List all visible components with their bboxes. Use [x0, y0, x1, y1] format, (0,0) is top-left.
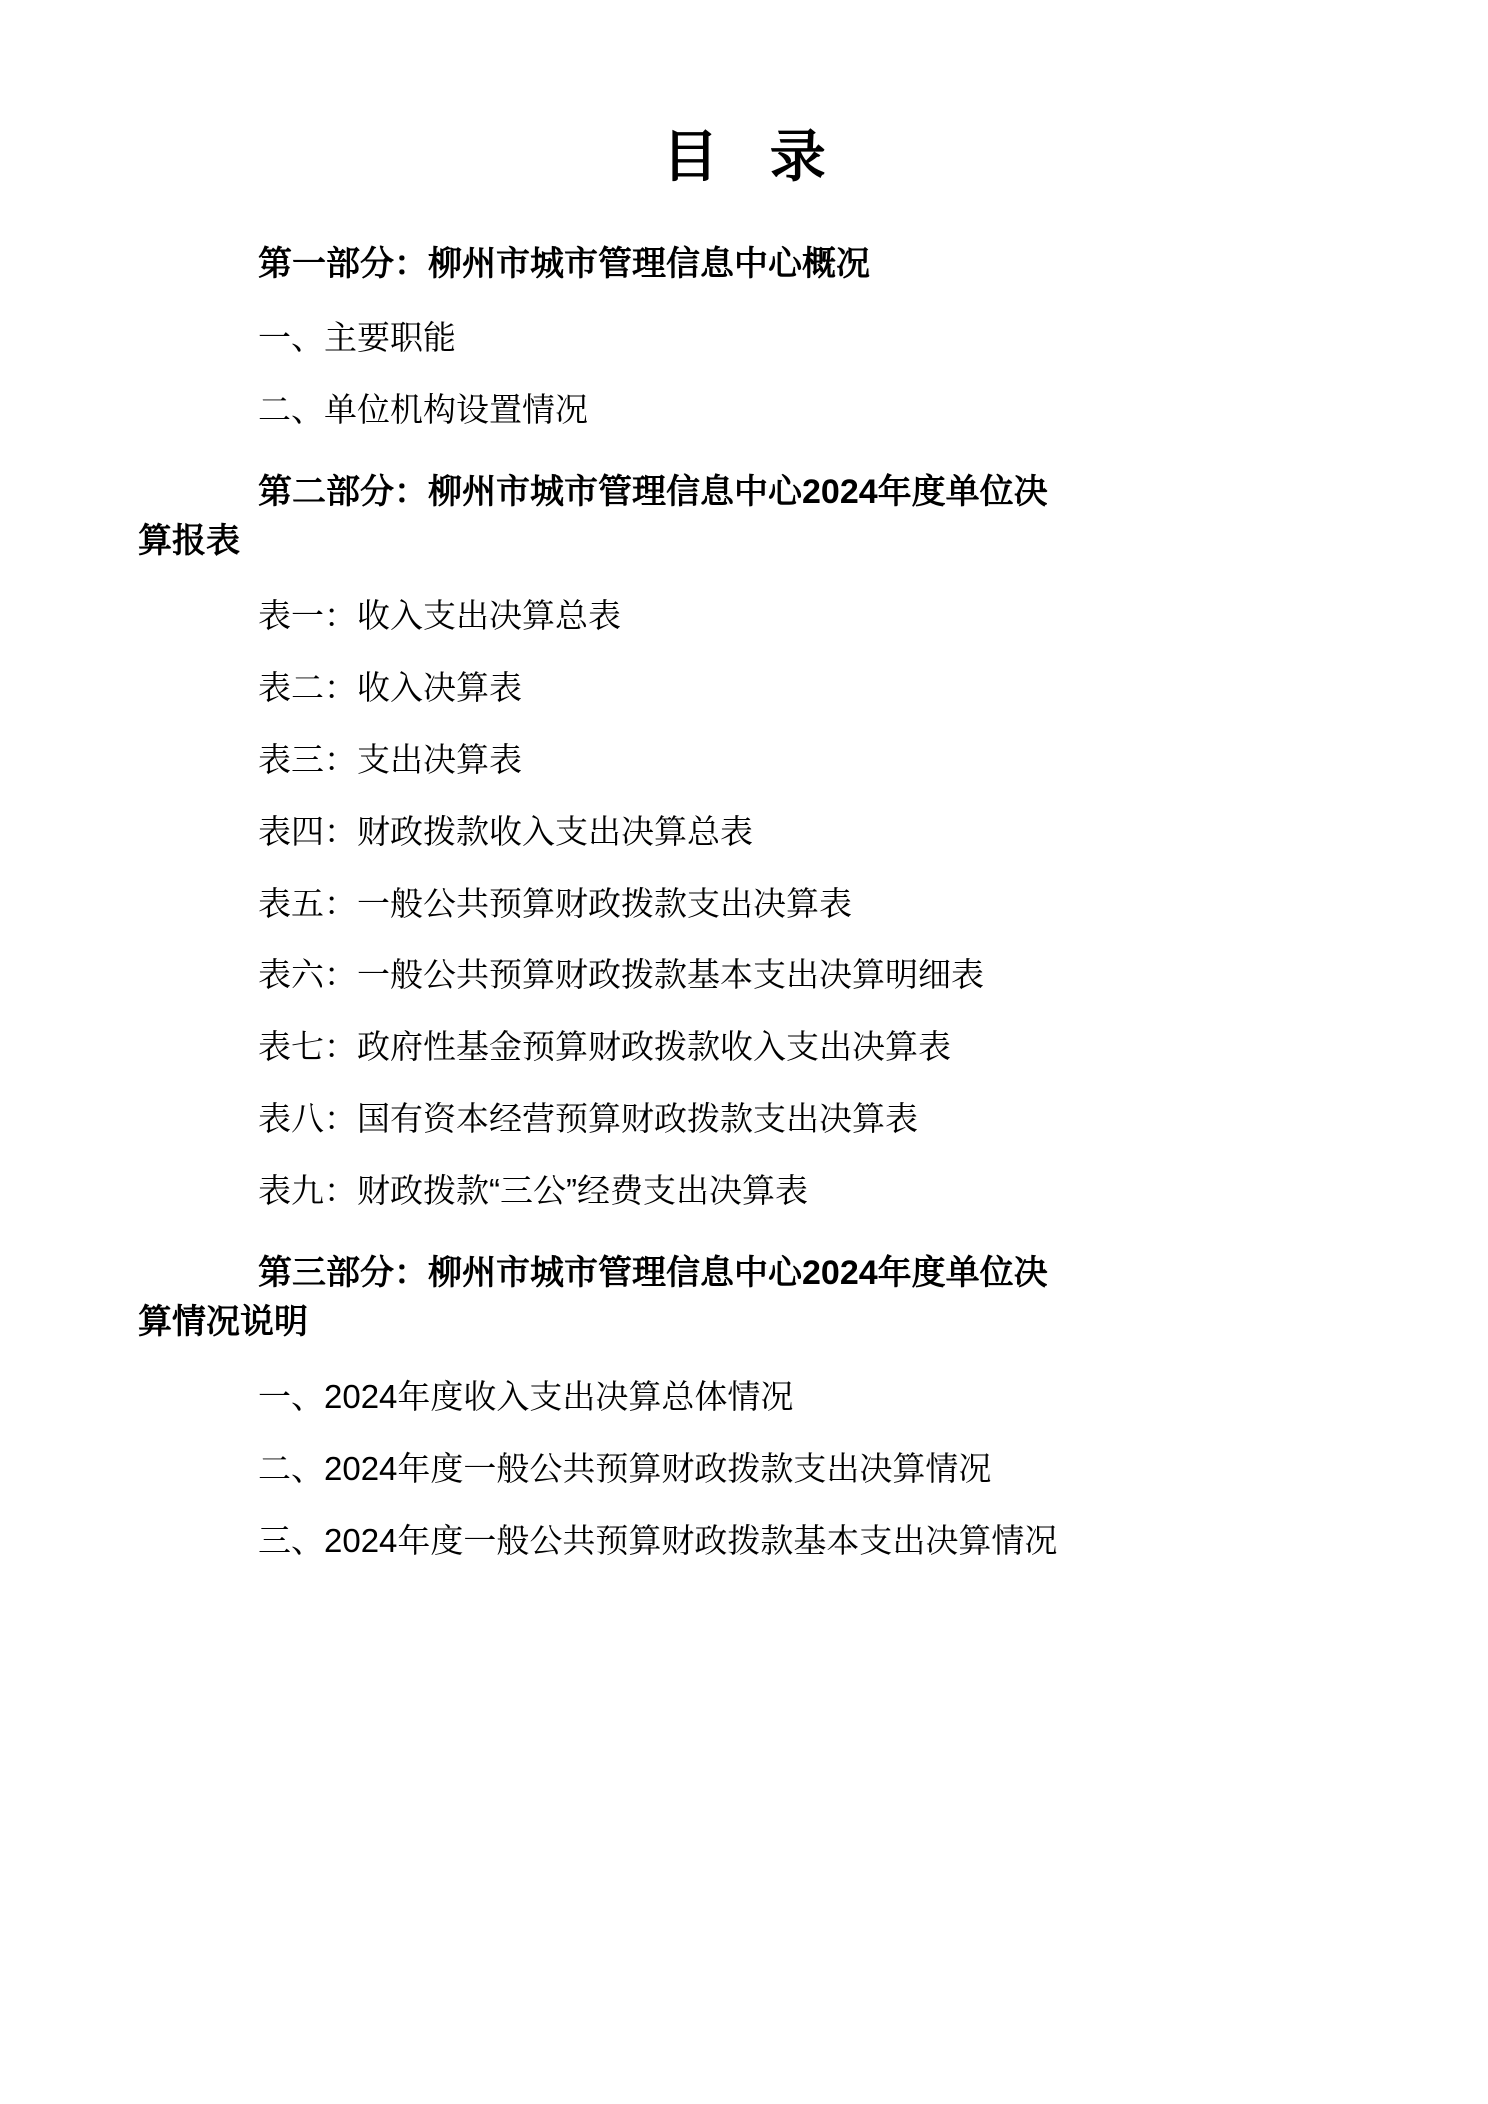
page-title: 目 录 — [662, 125, 844, 188]
toc-item-table-8[interactable]: 表八：国有资本经营预算财政拨款支出决算表 — [258, 1100, 918, 1138]
toc-item-table-7[interactable]: 表七：政府性基金预算财政拨款收入支出决算表 — [258, 1028, 951, 1066]
toc-item-part3-3[interactable]: 三、2024年度一般公共预算财政拨款基本支出决算情况 — [258, 1521, 1058, 1559]
toc-part2-heading-line1[interactable]: 第二部分：柳州市城市管理信息中心2024年度单位决 — [258, 473, 1048, 512]
toc-item-part3-1[interactable]: 一、2024年度收入支出决算总体情况 — [258, 1377, 794, 1415]
toc-part2-heading-block — [138, 470, 1368, 564]
toc-part3-heading-line2[interactable]: 算情况说明 — [138, 1302, 308, 1341]
toc-item-table-2[interactable]: 表二：收入决算表 — [258, 668, 522, 706]
toc-item-table-4[interactable]: 表四：财政拨款收入支出决算总表 — [258, 812, 753, 850]
toc-item-part1-2[interactable]: 二、单位机构设置情况 — [258, 391, 588, 429]
toc-part2-heading-line2[interactable]: 算报表 — [138, 522, 240, 561]
toc-item-part3-2[interactable]: 二、2024年度一般公共预算财政拨款支出决算情况 — [258, 1449, 992, 1487]
toc-part3-heading-line1[interactable]: 第三部分：柳州市城市管理信息中心2024年度单位决 — [258, 1254, 1048, 1293]
toc-item-part1-1[interactable]: 一、主要职能 — [258, 319, 456, 357]
toc-item-table-9[interactable]: 表九：财政拨款“三公”经费支出决算表 — [258, 1172, 808, 1210]
toc-item-table-5[interactable]: 表五：一般公共预算财政拨款支出决算表 — [258, 884, 852, 922]
toc-item-table-3[interactable]: 表三：支出决算表 — [258, 740, 522, 778]
toc-item-table-6[interactable]: 表六：一般公共预算财政拨款基本支出决算明细表 — [258, 956, 984, 994]
toc-item-table-1[interactable]: 表一：收入支出决算总表 — [258, 597, 621, 634]
toc-part3-heading-block — [138, 1251, 1368, 1345]
toc-body — [0, 242, 1488, 1563]
toc-part1-heading[interactable]: 第一部分：柳州市城市管理信息中心概况 — [258, 244, 870, 283]
